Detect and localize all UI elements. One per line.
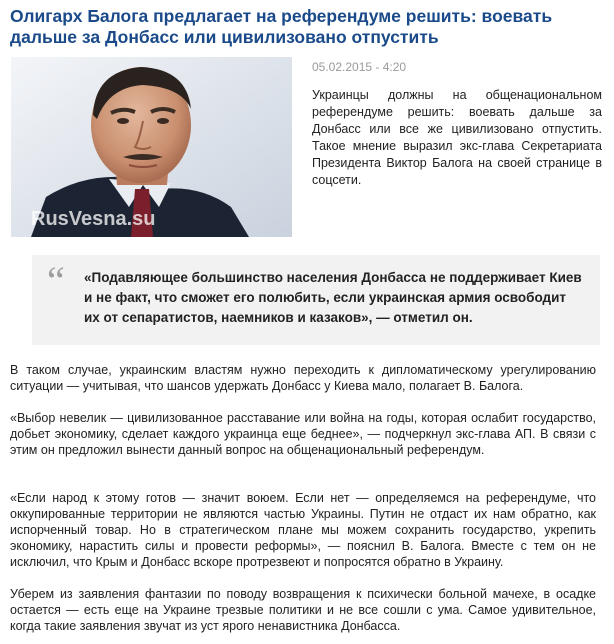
photo-watermark: RusVesna.su: [31, 208, 156, 230]
paragraph-1: В таком случае, украинским властям нужно переходить к дипломатическому урегулированию ситуации — учитывая, что шансов удержать Донбасс у Киева мало, полагает В. Балога.: [10, 363, 596, 393]
quote-icon: “: [47, 258, 65, 303]
quote-text: «Подавляющее большинство населения Донбасса не поддерживает Киев и не факт, что сможет его полюбить, если украинская армия освободит их от сепаратистов, наемников и казаков», — отметил он.: [84, 270, 582, 325]
article-title: Олигарх Балога предлагает на референдуме решить: воевать дальше за Донбасс или цивилизовано отпустить: [10, 6, 553, 47]
pull-quote: [32, 255, 600, 345]
paragraph-4: Уберем из заявления фантазии по поводу возвращения к психически больной мачехе, в осадке остается — есть еще на Украине трезвые политики и не все сошли с ума. Самое удивительное, когда такие заявления звучат из уст ярого ненавистника Донбасса.: [10, 587, 596, 633]
paragraph-3: «Если народ к этому готов — значит воюем. Если нет — определяемся на референдуме, что оккупированные территории не являются частью Украины. Путин не отдаст их нам обратно, как испорченный товар. Но в стратегическом плане мы можем сохранить государство, укрепить экономику, нарастить силы и провести реформы», — пояснил В. Балога. Вместе с тем он не исключил, что Крым и Донбасс вскоре протрезвеют и попросятся обратно в Украину.: [10, 491, 596, 569]
article-lead: Украинцы должны на общенациональном референдуме решить: воевать дальше за Донбасс или все же цивилизовано отпустить. Такое мнение выразил экс-глава Секретариата Президента Виктор Балога на своей странице в соцсети.: [312, 88, 602, 187]
article-photo: [11, 57, 292, 237]
publish-date: 05.02.2015 - 4:20: [312, 60, 407, 74]
paragraph-2: «Выбор невелик — цивилизованное расставание или война на годы, которая ослабит государство, добьет экономику, сделает каждого украинца еще беднее», — подчеркнул экс-глава АП. В связи с этим он предложил вынести данный вопрос на общенациональный референдум.: [10, 411, 596, 457]
